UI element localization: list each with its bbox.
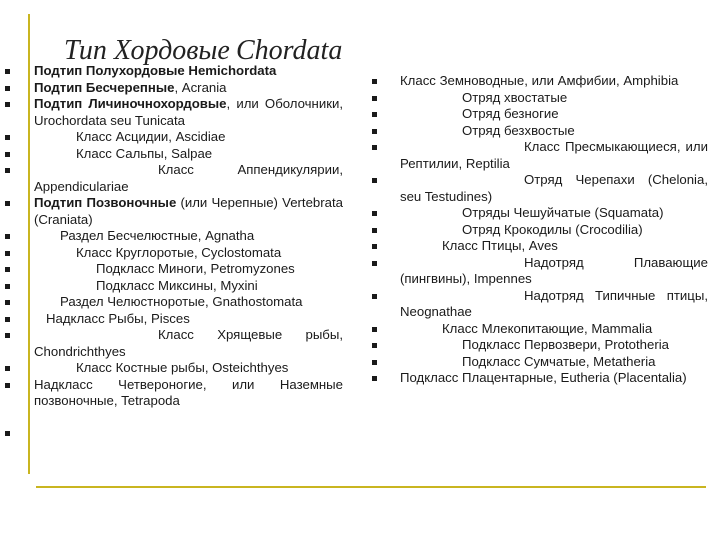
list-item-text: Раздел Челюстноротые, Gnathostomata (60, 294, 303, 309)
list-item-text: Подкласс Первозвери, Prototheria (462, 337, 669, 352)
list-item-text: Отряд хвостатые (462, 89, 568, 105)
list-bullet (5, 168, 10, 173)
list-item (34, 195, 343, 228)
list-item (34, 311, 343, 328)
list-item-text: Отряд безногие (462, 106, 559, 121)
list-bullet (5, 333, 10, 338)
right-column (400, 73, 708, 387)
list-item-text: Подкласс Сумчатые, Metatheria (462, 353, 656, 369)
left-accent-line (28, 14, 30, 474)
list-item-text: Отряд Черепахи (Chelonia, seu Testudines) (400, 172, 708, 204)
list-item-text: , или Оболочники, Urochordata seu Tunicata (34, 96, 343, 128)
list-bullet (372, 96, 377, 101)
list-bullet (372, 244, 377, 249)
list-bullet (5, 383, 10, 388)
list-item (400, 288, 708, 321)
list-item-text: , Acrania (174, 79, 227, 95)
list-item-text: Подкласс Миноги, Petromyzones (96, 261, 295, 276)
list-item (34, 96, 343, 129)
list-item (34, 245, 343, 262)
list-bullet (372, 129, 377, 134)
list-item-bold-text: Подтип Полухордовые (34, 63, 189, 78)
list-item (34, 327, 343, 360)
list-item-bold-text: Подтип Позвоночные (34, 195, 177, 210)
list-item (34, 63, 343, 80)
list-bullet (5, 86, 10, 91)
list-bullet (5, 234, 10, 239)
list-bullet-empty (5, 431, 10, 436)
list-item (400, 370, 708, 387)
bottom-accent-line (36, 486, 706, 488)
list-bullet (5, 201, 10, 206)
list-item-bold-text: Подтип Бесчерепные (34, 79, 175, 95)
list-bullet (372, 327, 377, 332)
list-item (400, 172, 708, 205)
list-item-bold-text: Hemichordata (188, 63, 277, 78)
list-item-text: Отряд Крокодилы (Crocodilia) (462, 221, 643, 237)
title-russian: Тип Хордовые (64, 35, 230, 66)
list-item-text: Класс Костные рыбы, Osteichthyes (76, 360, 289, 375)
title-latin: Chordata (236, 35, 343, 66)
list-bullet (5, 284, 10, 289)
list-item-text: Раздел Бесчелюстные, Agnatha (60, 228, 255, 243)
list-item (400, 205, 708, 222)
list-bullet (372, 360, 377, 365)
list-bullet (5, 267, 10, 272)
list-item (400, 321, 708, 338)
list-bullet (372, 211, 377, 216)
list-bullet (5, 135, 10, 140)
list-item (34, 360, 343, 377)
list-item-text: Надкласс Рыбы, Pisces (46, 310, 190, 326)
list-item-text: Класс Земноводные, или Амфибии, Amphibia (400, 73, 679, 88)
list-item-text: Отряд безхвостые (462, 122, 575, 138)
list-bullet (372, 145, 377, 150)
list-item (400, 255, 708, 288)
list-item-text: Подкласс Плацентарные, Eutheria (Placentalia) (400, 370, 687, 385)
slide-title (64, 35, 343, 66)
list-item (34, 278, 343, 295)
list-bullet (5, 69, 10, 74)
list-bullet (372, 261, 377, 266)
list-item (34, 294, 343, 311)
list-item-text: (или Черепные) Vertebrata (Craniata) (34, 195, 343, 227)
list-item-text: Отряды Чешуйчатые (Squamata) (462, 205, 664, 220)
list-item-text: Надкласс Четвероногие, или Наземные позвоночные, Tetrapoda (34, 376, 343, 408)
list-item (400, 73, 708, 90)
list-item (400, 354, 708, 371)
list-bullet (5, 366, 10, 371)
list-bullet (5, 102, 10, 107)
list-item (34, 129, 343, 146)
list-bullet (5, 251, 10, 256)
list-item (400, 123, 708, 140)
list-item (400, 90, 708, 107)
list-item-text: Класс Асцидии, Ascidiae (76, 129, 226, 144)
list-item (400, 222, 708, 239)
list-bullet (372, 376, 377, 381)
list-item-text: Класс Сальпы, Salpae (76, 145, 213, 161)
list-item (400, 139, 708, 172)
list-bullet (5, 152, 10, 157)
list-item-text: Класс Аппендикулярии, Appendiculariae (34, 162, 343, 194)
list-item-text: Надотряд Плавающие (пингвины), Impennes (400, 254, 708, 286)
list-bullet (372, 228, 377, 233)
list-item (400, 106, 708, 123)
list-bullet (372, 112, 377, 117)
list-item-text: Класс Круглоротые, Cyclostomata (76, 244, 282, 260)
list-item-text: Надотряд Типичные птицы, Neognathae (400, 287, 708, 319)
list-item (34, 80, 343, 97)
list-bullet (372, 343, 377, 348)
list-item-text: Подкласс Миксины, Myxini (96, 277, 258, 293)
list-item (400, 337, 708, 354)
list-item-text: Класс Хрящевые рыбы, Chondrichthyes (34, 327, 343, 359)
list-item-text: Класс Птицы, Aves (442, 238, 558, 253)
list-item (34, 146, 343, 163)
list-bullet (372, 294, 377, 299)
list-bullet (372, 79, 377, 84)
list-item (400, 238, 708, 255)
list-bullet (5, 317, 10, 322)
list-bullet (372, 178, 377, 183)
list-item (34, 261, 343, 278)
list-item (34, 228, 343, 245)
list-bullet (5, 300, 10, 305)
left-column (34, 63, 343, 410)
list-item-text: Класс Млекопитающие, Mammalia (442, 320, 653, 336)
list-item (34, 377, 343, 410)
list-item (34, 162, 343, 195)
list-item-text: Класс Пресмыкающиеся, или Рептилии, Reptilia (400, 139, 708, 171)
list-item-bold-text: Подтип Личиночнохордовые (34, 96, 227, 111)
